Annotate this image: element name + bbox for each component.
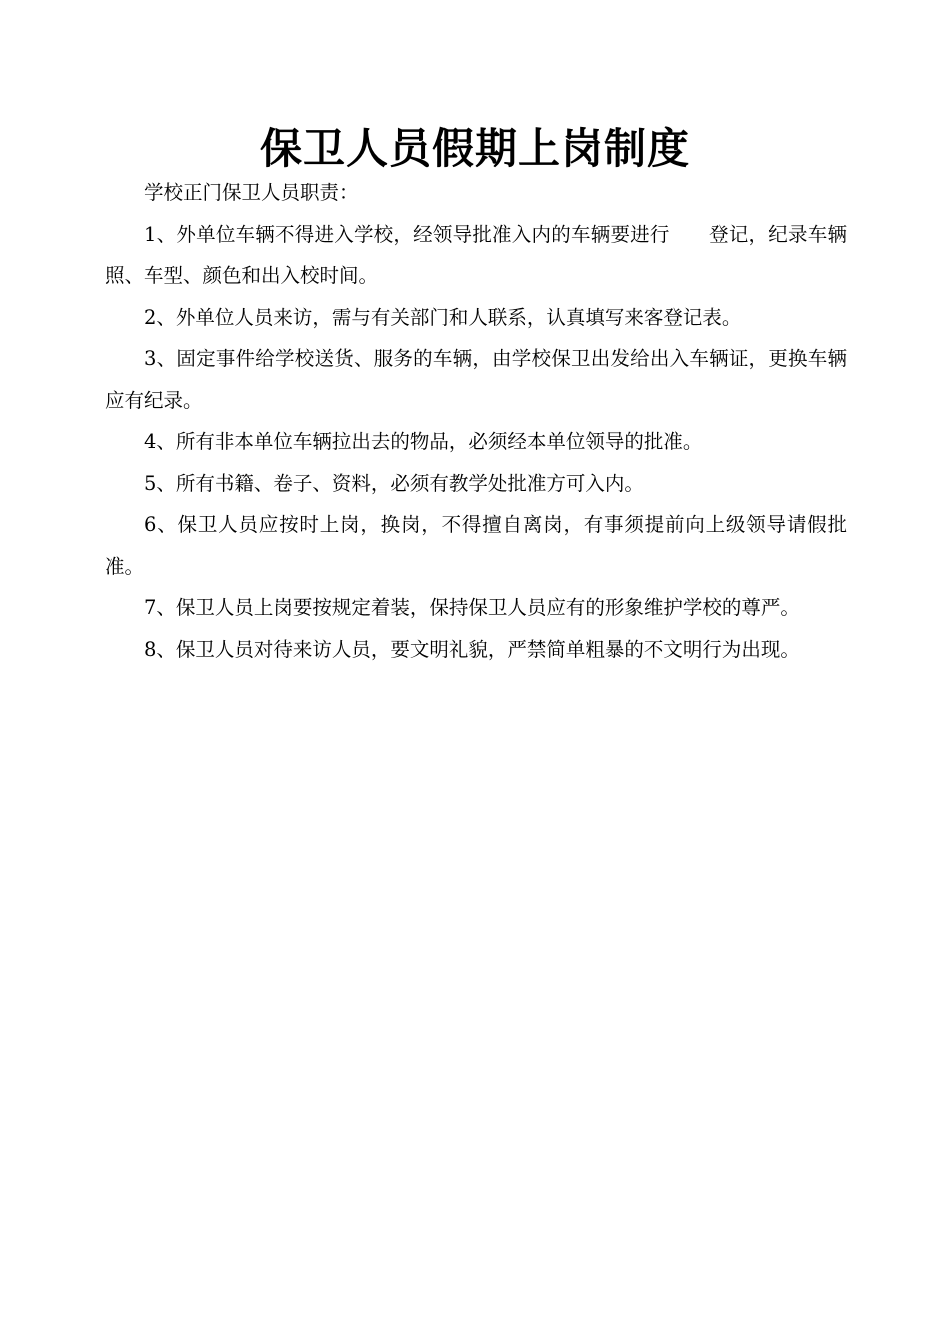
rule-item-5: 5、所有书籍、卷子、资料，必须有教学处批准方可入内。	[144, 471, 644, 495]
page-title: 保卫人员假期上岗制度	[259, 124, 690, 173]
document-body	[105, 172, 847, 670]
intro-paragraph: 学校正门保卫人员职责：	[144, 181, 359, 204]
rule-item-6: 6、保卫人员应按时上岗，换岗，不得擅自离岗，有事须提前向上级领导请假批准。	[105, 513, 847, 578]
rule-item-1: 1、外单位车辆不得进入学校，经领导批准入内的车辆要进行 登记，纪录车辆照、车型、颜色和出入校时间。	[105, 222, 847, 287]
rule-item-4: 4、所有非本单位车辆拉出去的物品，必须经本单位领导的批准。	[144, 430, 703, 453]
rule-item-2: 2、外单位人员来访，需与有关部门和人联系，认真填写来客登记表。	[144, 305, 742, 329]
rule-item-8: 8、保卫人员对待来访人员，要文明礼貌，严禁简单粗暴的不文明行为出现。	[144, 637, 800, 661]
rule-item-7: 7、保卫人员上岗要按规定着装，保持保卫人员应有的形象维护学校的尊严。	[144, 596, 800, 619]
rule-item-3: 3、固定事件给学校送货、服务的车辆，由学校保卫出发给出入车辆证，更换车辆应有纪录。	[105, 347, 847, 412]
